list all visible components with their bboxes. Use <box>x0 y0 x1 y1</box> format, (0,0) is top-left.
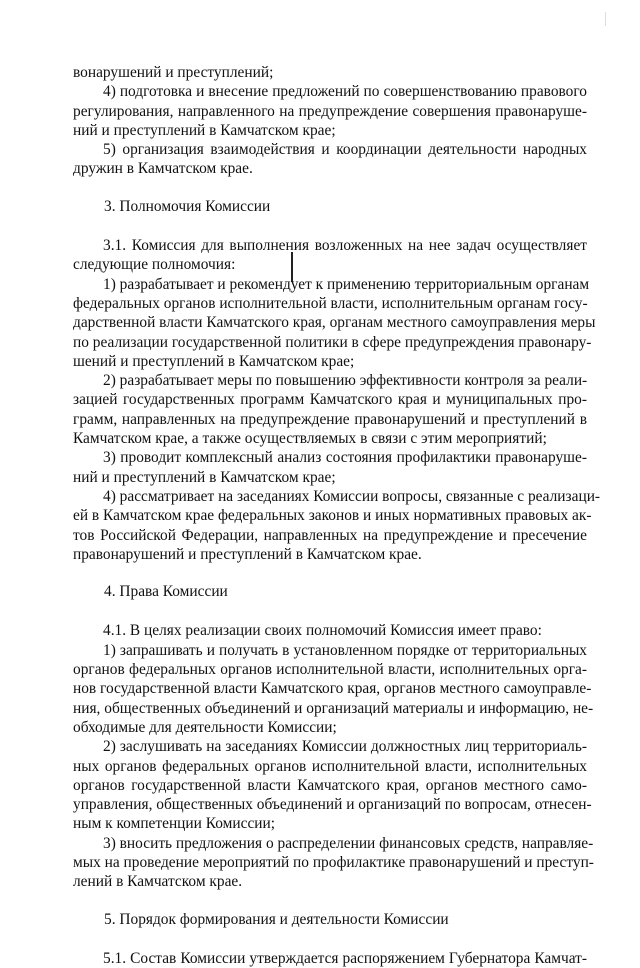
text-line: ным к компетенции Комиссии; <box>73 815 276 833</box>
text-line: ний и преступлений в Камчатском крае; <box>73 121 336 139</box>
text-line: органов государственной власти Камчатского края, органов местного само- <box>73 776 587 794</box>
text-line: федеральных органов исполнительной власти, исполнительным органам госу- <box>73 294 588 312</box>
document-body <box>73 63 601 968</box>
text-line: ных органов федеральных органов исполнительной власти, исполнительных <box>73 757 587 775</box>
text-line: шений и преступлений в Камчатском крае; <box>73 352 355 370</box>
text-line: 3) проводит комплексный анализ состояния профилактики правонаруше- <box>103 449 587 467</box>
section-heading-5: 5. Порядок формирования и деятельности Комиссии <box>104 910 449 928</box>
text-line: лений в Камчатском крае. <box>73 873 243 891</box>
text-line: зацией государственных программ Камчатского края и муниципальных про- <box>73 391 587 409</box>
text-line: дружин в Камчатском крае. <box>73 160 253 178</box>
scan-mark <box>605 12 612 26</box>
text-line: обходимые для деятельности Комиссии; <box>73 718 337 736</box>
text-line: дарственной власти Камчатского края, органам местного самоуправления меры <box>73 314 596 332</box>
text-line: ний и преступлений в Камчатском крае; <box>73 468 336 486</box>
text-line: Камчатском крае, а также осуществляемых в связи с этим мероприятий; <box>73 430 547 448</box>
section-heading-4: 4. Права Комиссии <box>104 583 228 601</box>
text-line: ния, общественных объединений и организаций материалы и информацию, не- <box>73 699 594 717</box>
text-line: вонарушений и преступлений; <box>73 64 274 81</box>
text-line: 5) организация взаимодействия и координации деятельности народных <box>103 141 587 159</box>
text-line: 1) запрашивать и получать в установленном порядке от территориальных <box>103 641 587 659</box>
text-line: 1) разрабатывает и рекомендует к применению территориальным органам <box>103 275 590 293</box>
text-line: 5.1. Состав Комиссии утверждается распоряжением Губернатора Камчат- <box>103 949 587 967</box>
text-line: 4) подготовка и внесение предложений по совершенствованию правового <box>103 83 587 101</box>
text-line: грамм, направленных на предупреждение правонарушений и преступлений в <box>73 410 587 428</box>
text-line: нов государственной власти Камчатского края, органов местного самоуправле- <box>73 680 592 698</box>
text-line: ей в Камчатском крае федеральных законов и иных нормативных правовых ак- <box>73 507 592 525</box>
text-line: следующие полномочия: <box>73 256 236 274</box>
text-line: 3.1. Комиссия для выполнения возложенных на нее задач осуществляет <box>103 237 587 255</box>
text-line: регулирования, направленного на предупреждение совершения правонаруше- <box>73 102 587 120</box>
text-line: 2) разрабатывает меры по повышению эффективности контроля за реали- <box>103 372 588 390</box>
text-line: по реализации государственной политики в сфере предупреждения правонару- <box>73 333 592 351</box>
text-line: мых на проведение мероприятий по профилактике правонарушений и преступ- <box>73 853 594 871</box>
text-line: 2) заслушивать на заседаниях Комиссии должностных лиц территориаль- <box>103 738 587 756</box>
text-line: 3) вносить предложения о распределении финансовых средств, направляе- <box>103 834 594 852</box>
text-line: тов Российской Федерации, направленных на предупреждение и пресечение <box>73 526 587 544</box>
text-line: правонарушений и преступлений в Камчатском крае. <box>73 545 422 563</box>
text-line: управления, общественных объединений и организаций по вопросам, отнесен- <box>73 796 592 814</box>
text-line: 4.1. В целях реализации своих полномочий Комиссия имеет право: <box>103 622 542 640</box>
text-line: 4) рассматривает на заседаниях Комиссии вопросы, связанные с реализаци- <box>103 487 601 505</box>
text-line: органов федеральных органов исполнительной власти, исполнительных орга- <box>73 661 587 679</box>
section-heading-3: 3. Полномочия Комиссии <box>104 197 271 215</box>
